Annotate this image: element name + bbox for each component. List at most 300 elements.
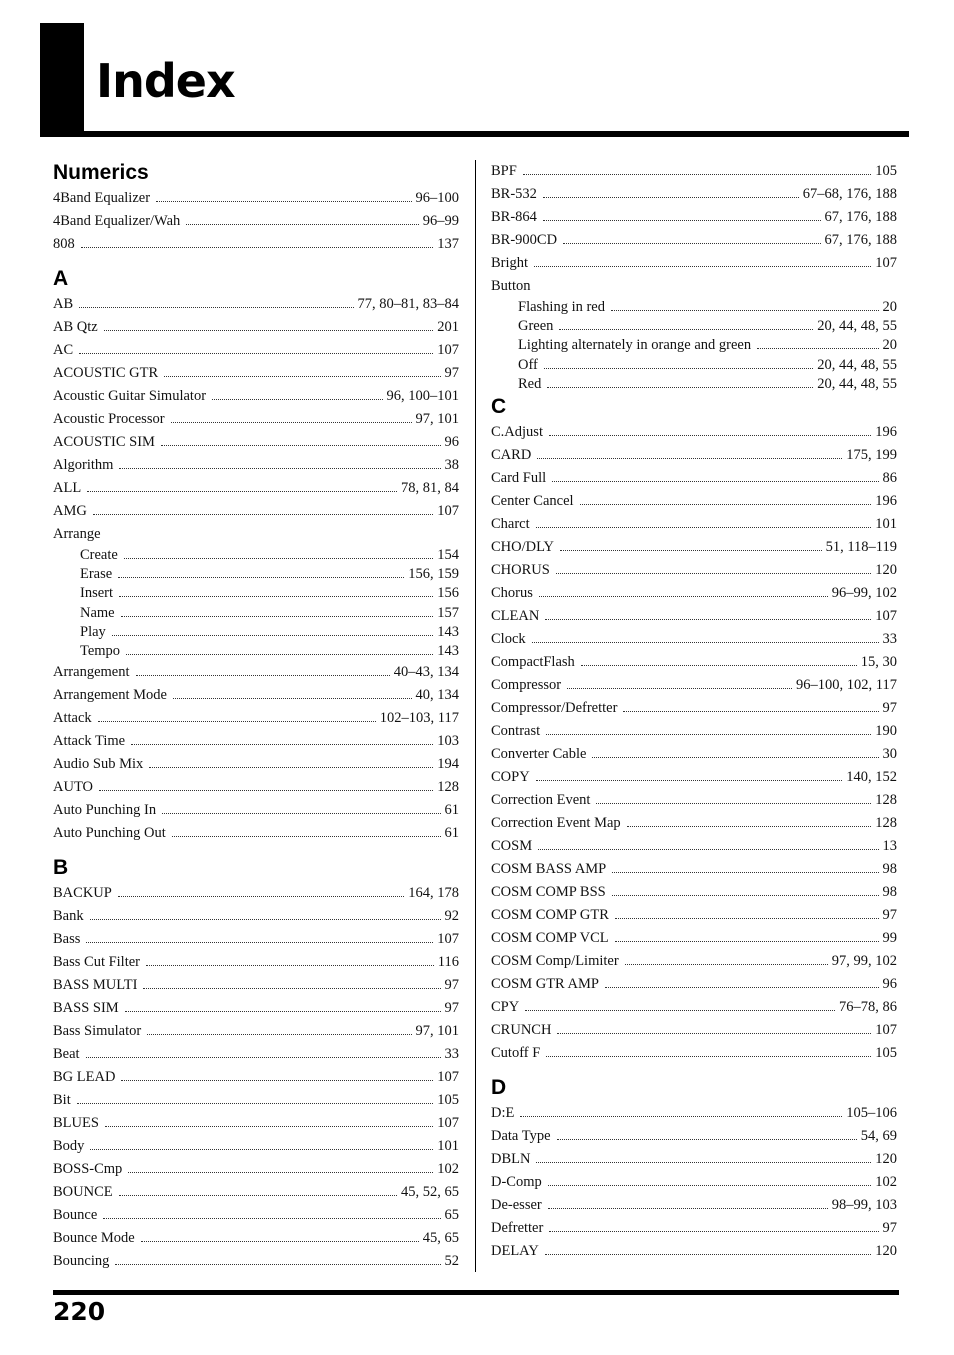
- page-references: 96–100: [415, 190, 459, 206]
- page-references: 101: [437, 1138, 459, 1155]
- dot-leader: [757, 348, 878, 349]
- page-references: 86: [882, 469, 897, 486]
- index-entry: [491, 229, 897, 252]
- index-term: BOUNCE: [53, 1184, 113, 1201]
- index-entry: [53, 753, 459, 776]
- index-entry: [491, 628, 897, 651]
- dot-leader: [520, 1116, 842, 1117]
- index-term: COSM BASS AMP: [491, 860, 607, 877]
- index-term: Flashing in red: [518, 299, 605, 315]
- dot-leader: [536, 780, 843, 781]
- section-heading: Numerics: [53, 161, 149, 184]
- index-entry: [491, 513, 897, 536]
- dot-leader: [557, 1139, 857, 1140]
- index-term: ACOUSTIC GTR: [53, 365, 159, 381]
- dot-leader: [171, 422, 412, 423]
- index-column-right: [491, 160, 897, 1263]
- index-term: Compressor/Defretter: [491, 699, 618, 716]
- page-references: 128: [875, 791, 897, 808]
- index-term: COSM: [491, 837, 533, 854]
- index-entry: [491, 904, 897, 927]
- index-term: Bounce Mode: [53, 1230, 135, 1247]
- index-term: COSM COMP GTR: [491, 906, 609, 923]
- index-term: COSM COMP BSS: [491, 883, 606, 900]
- page-references: 164, 178: [408, 885, 459, 902]
- index-subentry: [491, 375, 897, 394]
- index-term: AUTO: [53, 779, 94, 796]
- index-entry: [491, 812, 897, 835]
- page-references: 105: [875, 163, 897, 179]
- page-references: 98–99, 103: [831, 1196, 897, 1213]
- page-references: 143: [437, 623, 459, 640]
- page-references: 120: [875, 561, 897, 578]
- index-entry: [53, 316, 459, 339]
- index-term: Contrast: [491, 722, 541, 739]
- dot-leader: [124, 558, 433, 559]
- index-entry: [53, 1089, 459, 1112]
- dot-leader: [173, 698, 412, 699]
- page-references: 107: [875, 1021, 897, 1038]
- index-entry: [491, 559, 897, 582]
- page-references: 76–78, 86: [839, 998, 897, 1015]
- index-term: 4Band Equalizer: [53, 190, 151, 206]
- page-references: 120: [875, 1150, 897, 1167]
- index-term: Bass Cut Filter: [53, 954, 141, 971]
- dot-leader: [162, 813, 440, 814]
- page-references: 107: [437, 1069, 459, 1086]
- dot-leader: [538, 849, 878, 850]
- dot-leader: [523, 174, 871, 175]
- index-entry: [491, 1148, 897, 1171]
- index-entry: [53, 210, 459, 233]
- index-term: D:E: [491, 1104, 515, 1121]
- page-references: 45, 52, 65: [401, 1184, 459, 1201]
- page-title: Index: [96, 54, 235, 108]
- index-term: Clock: [491, 630, 526, 647]
- index-entry: [491, 835, 897, 858]
- index-entry: [53, 385, 459, 408]
- index-entry: [491, 881, 897, 904]
- dot-leader: [596, 803, 871, 804]
- page-references: 97: [444, 1000, 459, 1017]
- page-references: 107: [875, 607, 897, 624]
- index-term: Beat: [53, 1046, 80, 1063]
- index-term: CLEAN: [491, 607, 540, 624]
- index-subentry: [491, 317, 897, 336]
- index-entry: [491, 160, 897, 183]
- dot-leader: [557, 1033, 871, 1034]
- page-references: 137: [437, 236, 459, 252]
- section-heading: C: [491, 394, 507, 418]
- page-references: 120: [875, 1242, 897, 1259]
- dot-leader: [141, 1241, 419, 1242]
- index-term: Algorithm: [53, 457, 114, 473]
- dot-leader: [86, 1057, 441, 1058]
- index-entry: [491, 950, 897, 973]
- index-term: COSM GTR AMP: [491, 975, 599, 992]
- index-term: BOSS-Cmp: [53, 1161, 123, 1178]
- page-references: 67–68, 176, 188: [802, 186, 897, 202]
- page-references: 105–106: [846, 1104, 897, 1121]
- page-references: 67, 176, 188: [824, 209, 897, 225]
- dot-leader: [99, 790, 433, 791]
- dot-leader: [539, 596, 828, 597]
- index-entry: [53, 477, 459, 500]
- dot-leader: [556, 573, 871, 574]
- index-term: BPF: [491, 163, 517, 179]
- dot-leader: [525, 1010, 835, 1011]
- index-term: Red: [518, 375, 542, 392]
- page-references: 97: [444, 977, 459, 994]
- index-term: Compressor: [491, 676, 562, 693]
- index-entry: [53, 1135, 459, 1158]
- index-subentry: [53, 546, 459, 565]
- page-references: 194: [437, 756, 459, 773]
- page-references: 102–103, 117: [379, 710, 459, 727]
- index-term: ALL: [53, 480, 82, 496]
- page-references: 78, 81, 84: [401, 480, 459, 496]
- page-references: 65: [444, 1207, 459, 1224]
- index-entry: [53, 1112, 459, 1135]
- index-term: CompactFlash: [491, 653, 575, 670]
- dot-leader: [98, 721, 376, 722]
- dot-leader: [149, 767, 433, 768]
- page-references: 20: [882, 299, 897, 315]
- page-references: 103: [437, 733, 459, 750]
- index-term: Bank: [53, 908, 84, 925]
- page-references: 196: [875, 423, 897, 440]
- dot-leader: [580, 504, 872, 505]
- index-term: Data Type: [491, 1127, 551, 1144]
- page-references: 45, 65: [422, 1230, 459, 1247]
- index-entry: [491, 206, 897, 229]
- page-references: 96, 100–101: [386, 388, 459, 404]
- index-term: 808: [53, 236, 75, 252]
- dot-leader: [212, 399, 382, 400]
- page-references: 105: [875, 1044, 897, 1061]
- index-entry: [491, 605, 897, 628]
- dot-leader: [121, 616, 434, 617]
- dot-leader: [118, 896, 404, 897]
- index-term: COSM Comp/Limiter: [491, 952, 619, 969]
- dot-leader: [146, 965, 434, 966]
- index-term: Correction Event Map: [491, 814, 621, 831]
- index-term: Defretter: [491, 1219, 544, 1236]
- page-references: 107: [437, 1115, 459, 1132]
- index-entry: [53, 431, 459, 454]
- dot-leader: [90, 1149, 433, 1150]
- index-term: Name: [80, 604, 115, 621]
- dot-leader: [544, 368, 813, 369]
- index-term: D-Comp: [491, 1173, 542, 1190]
- index-entry: [491, 490, 897, 513]
- dot-leader: [125, 1011, 441, 1012]
- index-entry: [53, 362, 459, 385]
- dot-leader: [552, 481, 878, 482]
- title-rule: [40, 131, 909, 137]
- page-references: 128: [875, 814, 897, 831]
- index-entry: [491, 996, 897, 1019]
- page-references: 97, 101: [415, 411, 459, 427]
- page-references: 96–99, 102: [831, 584, 897, 601]
- index-entry: [491, 858, 897, 881]
- index-term: Play: [80, 623, 106, 640]
- index-entry: [53, 905, 459, 928]
- page-references: 96: [444, 434, 459, 450]
- page-references: 20, 44, 48, 55: [817, 375, 897, 392]
- dot-leader: [546, 1056, 871, 1057]
- index-entry: [491, 183, 897, 206]
- dot-leader: [559, 329, 813, 330]
- index-entry: [53, 233, 459, 256]
- page-references: 96–100, 102, 117: [796, 676, 897, 693]
- dot-leader: [612, 872, 878, 873]
- page-references: 128: [437, 779, 459, 796]
- dot-leader: [128, 1172, 433, 1173]
- page-references: 201: [437, 319, 459, 335]
- index-term: DBLN: [491, 1150, 531, 1167]
- dot-leader: [104, 330, 434, 331]
- page-references: 51, 118–119: [825, 538, 897, 555]
- index-subentry: [491, 356, 897, 375]
- index-entry: [491, 766, 897, 789]
- dot-leader: [112, 635, 433, 636]
- page-references: 107: [875, 255, 897, 271]
- index-term: Arrangement: [53, 664, 130, 681]
- dot-leader: [536, 527, 872, 528]
- dot-leader: [119, 1195, 397, 1196]
- page-references: 156, 159: [408, 566, 459, 583]
- index-entry: [53, 408, 459, 431]
- column-divider: [475, 160, 476, 1272]
- index-entry: [53, 293, 459, 316]
- dot-leader: [121, 1080, 433, 1081]
- index-term: COPY: [491, 768, 530, 785]
- dot-leader: [611, 310, 879, 311]
- index-entry: [491, 973, 897, 996]
- index-term: COSM COMP VCL: [491, 929, 609, 946]
- index-entry: [491, 720, 897, 743]
- index-subentry: [53, 642, 459, 661]
- dot-leader: [119, 596, 433, 597]
- index-subentry: [491, 336, 897, 355]
- page-references: 33: [444, 1046, 459, 1063]
- page-references: 98: [882, 860, 897, 877]
- index-term: AC: [53, 342, 74, 358]
- index-term: De-esser: [491, 1196, 542, 1213]
- index-parent-term: Arrange: [53, 526, 101, 542]
- page-references: 61: [444, 825, 459, 842]
- index-entry: [53, 1020, 459, 1043]
- index-entry: [53, 684, 459, 707]
- index-entry: [53, 454, 459, 477]
- dot-leader: [581, 665, 857, 666]
- index-term: CRUNCH: [491, 1021, 552, 1038]
- index-term: BACKUP: [53, 885, 112, 902]
- index-entry: [491, 743, 897, 766]
- page-references: 30: [882, 745, 897, 762]
- dot-leader: [627, 826, 872, 827]
- dot-leader: [625, 964, 828, 965]
- dot-leader: [615, 918, 879, 919]
- page-references: 143: [437, 642, 459, 659]
- index-entry: [53, 730, 459, 753]
- page-number: 220: [53, 1297, 106, 1326]
- index-term: Bass Simulator: [53, 1023, 142, 1040]
- dot-leader: [560, 550, 822, 551]
- index-entry: [53, 951, 459, 974]
- index-term: BASS MULTI: [53, 977, 138, 994]
- section-heading: A: [53, 267, 69, 290]
- dot-leader: [143, 988, 440, 989]
- dot-leader: [164, 376, 440, 377]
- page-references: 140, 152: [846, 768, 897, 785]
- index-entry: [53, 1227, 459, 1250]
- index-term: Audio Sub Mix: [53, 756, 144, 773]
- dot-leader: [549, 435, 871, 436]
- index-term: Bass: [53, 931, 81, 948]
- dot-leader: [118, 577, 404, 578]
- dot-leader: [126, 654, 433, 655]
- index-entry: [53, 997, 459, 1020]
- index-term: AB: [53, 296, 74, 312]
- index-subentry: [53, 565, 459, 584]
- page-references: 99: [882, 929, 897, 946]
- page-references: 190: [875, 722, 897, 739]
- section-heading: D: [491, 1075, 507, 1099]
- index-subentry: [53, 604, 459, 623]
- index-entry: [491, 582, 897, 605]
- dot-leader: [563, 243, 820, 244]
- index-term: AB Qtz: [53, 319, 98, 335]
- index-term: Body: [53, 1138, 85, 1155]
- index-entry: [53, 928, 459, 951]
- index-entry: [53, 882, 459, 905]
- dot-leader: [86, 942, 433, 943]
- page-references: 20, 44, 48, 55: [817, 318, 897, 335]
- dot-leader: [543, 197, 799, 198]
- index-term: Card Full: [491, 469, 547, 486]
- index-term: DELAY: [491, 1242, 539, 1259]
- index-entry: [53, 500, 459, 523]
- index-term: Lighting alternately in orange and green: [518, 337, 752, 354]
- index-term: BG LEAD: [53, 1069, 116, 1086]
- page-references: 40, 134: [415, 687, 459, 704]
- index-entry: [491, 651, 897, 674]
- dot-leader: [131, 744, 433, 745]
- page-references: 97, 101: [415, 1023, 459, 1040]
- page-references: 175, 199: [846, 446, 897, 463]
- dot-leader: [115, 1264, 440, 1265]
- page-references: 105: [437, 1092, 459, 1109]
- dot-leader: [549, 1231, 878, 1232]
- dot-leader: [161, 445, 441, 446]
- index-term: BLUES: [53, 1115, 99, 1132]
- index-term: BR-900CD: [491, 232, 558, 248]
- index-entry: [491, 674, 897, 697]
- dot-leader: [536, 1162, 871, 1163]
- index-term: Auto Punching In: [53, 802, 157, 819]
- dot-leader: [532, 642, 879, 643]
- dot-leader: [592, 757, 878, 758]
- index-term: AMG: [53, 503, 87, 519]
- index-entry: [491, 697, 897, 720]
- page-references: 77, 80–81, 83–84: [357, 296, 459, 312]
- index-entry: [53, 974, 459, 997]
- dot-leader: [605, 987, 879, 988]
- page-references: 157: [437, 604, 459, 621]
- dot-leader: [546, 734, 871, 735]
- page-references: 107: [437, 503, 459, 519]
- dot-leader: [90, 919, 441, 920]
- page-references: 97: [882, 906, 897, 923]
- index-term: BR-864: [491, 209, 537, 225]
- page-references: 102: [875, 1173, 897, 1190]
- dot-leader: [172, 836, 441, 837]
- page-references: 154: [437, 547, 459, 563]
- index-term: C.Adjust: [491, 423, 543, 440]
- dot-leader: [567, 688, 792, 689]
- index-entry: [491, 1042, 897, 1065]
- dot-leader: [77, 1103, 434, 1104]
- page-references: 92: [444, 908, 459, 925]
- index-term: 4Band Equalizer/Wah: [53, 213, 181, 229]
- index-entry: [491, 444, 897, 467]
- dot-leader: [79, 307, 353, 308]
- page-references: 38: [444, 457, 459, 473]
- index-term: Tempo: [80, 642, 121, 659]
- section-heading: B: [53, 856, 69, 880]
- index-term: CHO/DLY: [491, 538, 554, 555]
- index-subentry: [53, 623, 459, 642]
- page-references: 101: [875, 515, 897, 532]
- dot-leader: [156, 201, 411, 202]
- index-entry: [53, 1043, 459, 1066]
- index-subentry: [53, 584, 459, 603]
- index-term: Converter Cable: [491, 745, 587, 762]
- page-references: 13: [882, 837, 897, 854]
- index-entry: [53, 187, 459, 210]
- index-term: Charct: [491, 515, 530, 532]
- page-references: 196: [875, 492, 897, 509]
- dot-leader: [186, 224, 418, 225]
- index-term: BR-532: [491, 186, 537, 202]
- page-references: 98: [882, 883, 897, 900]
- page-references: 156: [437, 585, 459, 602]
- index-entry: [53, 707, 459, 730]
- page-references: 40–43, 134: [393, 664, 459, 681]
- page-references: 97, 99, 102: [831, 952, 897, 969]
- index-term: Create: [80, 547, 118, 563]
- index-entry: [491, 1019, 897, 1042]
- page-references: 116: [437, 954, 459, 971]
- dot-leader: [534, 266, 871, 267]
- dot-leader: [81, 247, 434, 248]
- dot-leader: [93, 514, 433, 515]
- page-references: 67, 176, 188: [824, 232, 897, 248]
- index-column-left: [53, 160, 459, 1273]
- dot-leader: [543, 220, 821, 221]
- dot-leader: [119, 468, 440, 469]
- index-entry: [491, 1217, 897, 1240]
- dot-leader: [537, 458, 842, 459]
- dot-leader: [548, 1208, 828, 1209]
- index-term: Erase: [80, 566, 113, 583]
- page-references: 33: [882, 630, 897, 647]
- index-term: Center Cancel: [491, 492, 574, 509]
- page-references: 96: [882, 975, 897, 992]
- index-entry: [491, 1240, 897, 1263]
